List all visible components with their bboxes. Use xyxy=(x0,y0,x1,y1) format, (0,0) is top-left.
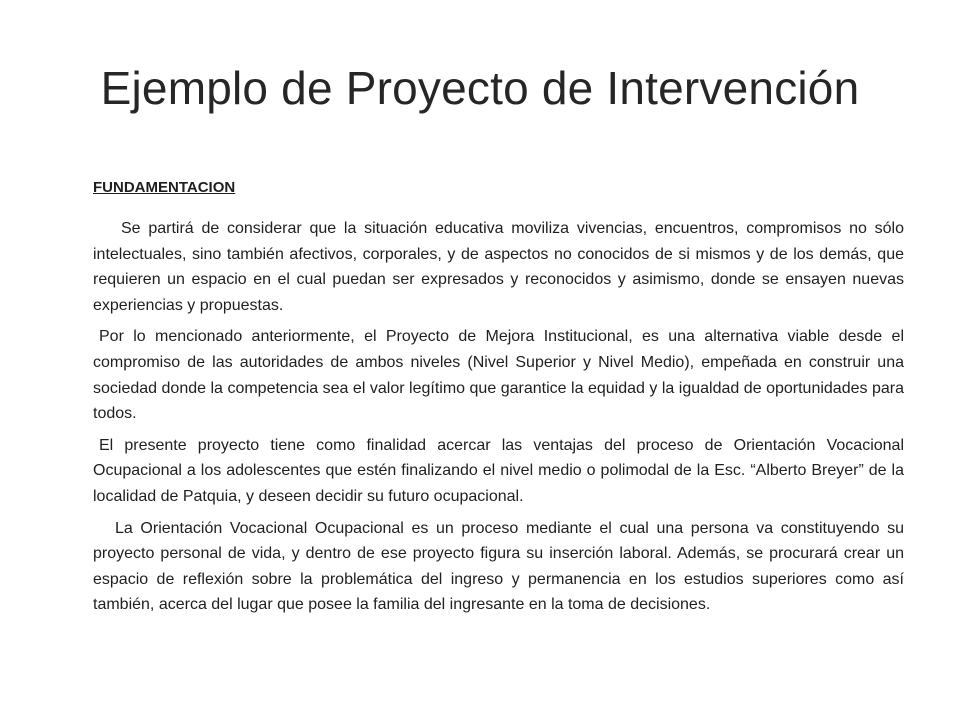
slide-body xyxy=(93,178,904,624)
paragraph-1: Se partirá de considerar que la situación educativa moviliza vivencias, encuentros, compromisos no sólo intelectuales, sino también afectivos, corporales, y de aspectos no conocidos de si mismos y de los demás, que requieren un espacio en el cual puedan ser expresados y reconocidos y asimismo, donde se ensayen nuevas experiencias y propuestas. xyxy=(93,220,904,314)
section-heading: FUNDAMENTACION xyxy=(93,179,236,196)
slide-title: Ejemplo de Proyecto de Intervención xyxy=(100,62,860,114)
paragraph-4: La Orientación Vocacional Ocupacional es un proceso mediante el cual una persona va constituyendo su proyecto personal de vida, y dentro de ese proyecto figura su inserción laboral. Además, se procurará crear un espacio de reflexión sobre la problemática del ingreso y permanencia en los estudios superiores como así también, acerca del lugar que posee la familia del ingresante en la toma de decisiones. xyxy=(93,519,904,614)
paragraph-2: Por lo mencionado anteriormente, el Proyecto de Mejora Institucional, es una alternativa viable desde el compromiso de las autoridades de ambos niveles (Nivel Superior y Nivel Medio), empeñada en construir una sociedad donde la competencia sea el valor legítimo que garantice la equidad y la igualdad de oportunidades para todos. xyxy=(93,328,904,423)
paragraph-3: El presente proyecto tiene como finalidad acercar las ventajas del proceso de Orientación Vocacional Ocupacional a los adolescentes que estén finalizando el nivel medio o polimodal de la Esc. “Alberto Breyer” de la localidad de Patquia, y deseen decidir su futuro ocupacional. xyxy=(93,436,904,505)
